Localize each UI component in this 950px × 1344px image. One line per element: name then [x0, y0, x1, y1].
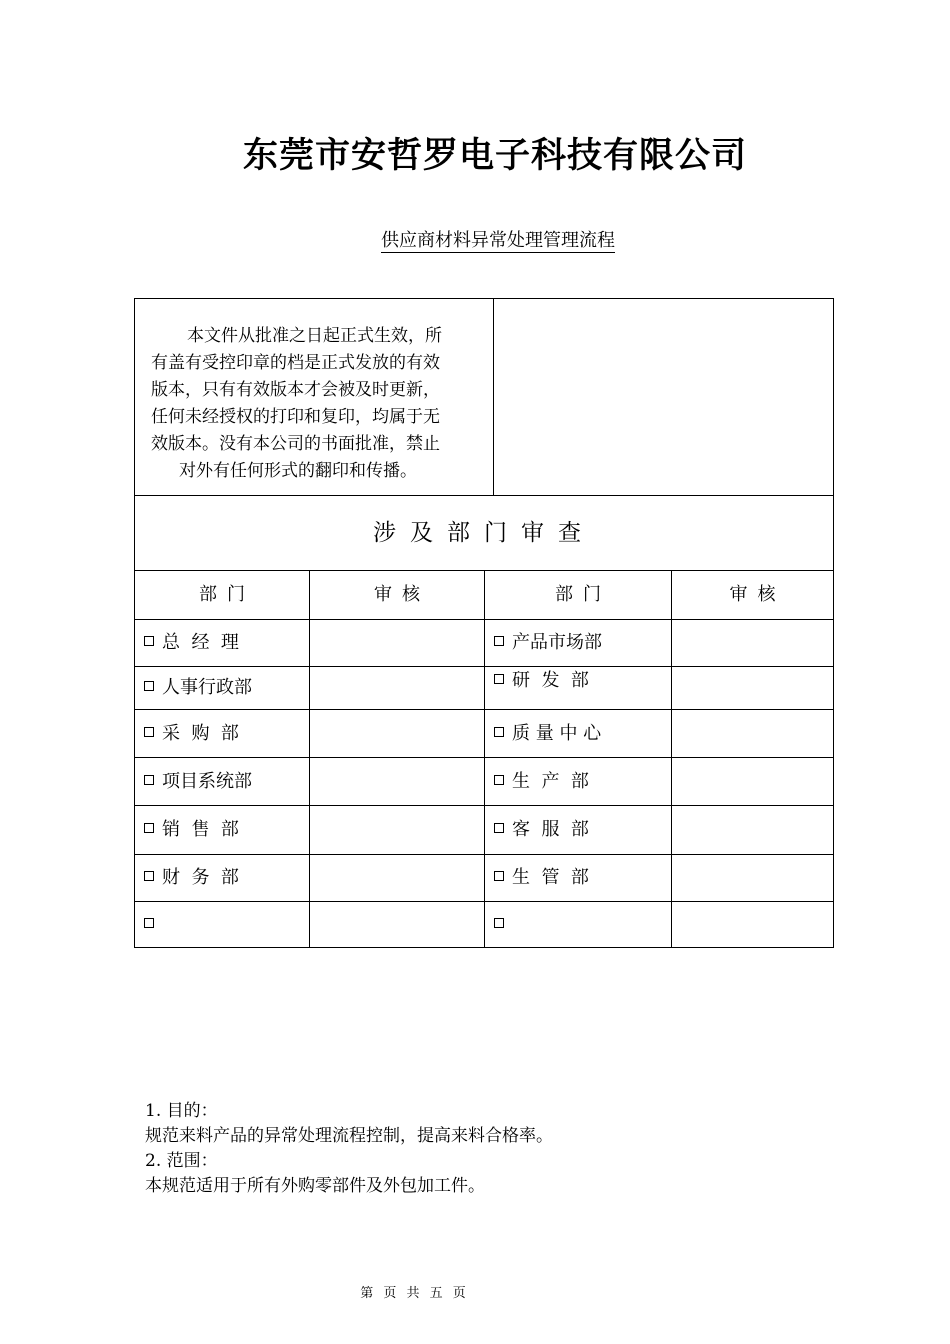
signature-cell[interactable]: [672, 710, 833, 757]
review-header-row: [135, 571, 833, 619]
department-cell: [485, 620, 672, 666]
section-text: 本规范适用于所有外购零部件及外包加工件。: [145, 1176, 485, 1196]
department-cell: [135, 620, 310, 666]
notice-line: 版本，只有有效版本才会被及时更新，: [151, 380, 440, 400]
section-heading: 1. 目的：: [145, 1101, 218, 1121]
section-heading: 2. 范围：: [145, 1151, 218, 1171]
department-cell: [135, 855, 310, 901]
department-label: 生 产 部: [512, 771, 589, 792]
notice-line: 效版本。没有本公司的书面批准，禁止: [151, 434, 440, 454]
notice-line: 有盖有受控印章的档是正式发放的有效: [151, 353, 440, 373]
checkbox[interactable]: [144, 823, 154, 833]
department-cell: [485, 758, 672, 805]
signature-cell[interactable]: [310, 758, 485, 805]
notice-row: [135, 299, 833, 496]
notice-text: [151, 323, 479, 485]
department-cell: [485, 667, 672, 709]
department-label: 客 服 部: [512, 819, 589, 840]
department-label: 研 发 部: [512, 670, 589, 691]
department-label: 质 量 中 心: [512, 723, 602, 744]
department-cell: [135, 710, 310, 757]
checkbox[interactable]: [494, 636, 504, 646]
department-label: 人事行政部: [162, 677, 252, 698]
department-label: 产品市场部: [512, 632, 602, 653]
notice-cell: [135, 299, 494, 495]
table-row: [135, 710, 833, 757]
notice-line: 对外有任何形式的翻印和传播。: [179, 461, 417, 481]
department-label: 财 务 部: [162, 867, 239, 888]
checkbox[interactable]: [494, 674, 504, 684]
page-footer: 第 页 共 五 页: [360, 1286, 466, 1301]
checkbox[interactable]: [494, 727, 504, 737]
table-row: [135, 855, 833, 901]
notice-line: 本文件从批准之日起正式生效，所: [187, 326, 442, 346]
document-title-text: 供应商材料异常处理管理流程: [381, 230, 615, 251]
signature-cell[interactable]: [310, 620, 485, 666]
document-title: [0, 226, 950, 252]
signature-cell[interactable]: [672, 855, 833, 901]
company-name: 东莞市安哲罗电子科技有限公司: [242, 136, 747, 176]
department-cell: [485, 710, 672, 757]
department-cell: [485, 806, 672, 854]
checkbox[interactable]: [494, 823, 504, 833]
checkbox[interactable]: [144, 636, 154, 646]
department-cell: [485, 855, 672, 901]
department-label: 销 售 部: [162, 819, 239, 840]
table-row: [135, 667, 833, 709]
table-row: [135, 758, 833, 805]
checkbox[interactable]: [494, 918, 504, 928]
signature-cell[interactable]: [672, 758, 833, 805]
signature-cell[interactable]: [310, 855, 485, 901]
checkbox[interactable]: [144, 871, 154, 881]
signature-cell[interactable]: [672, 806, 833, 854]
header-department: 部门: [135, 571, 310, 619]
department-cell: [135, 902, 310, 948]
department-cell: [485, 902, 672, 948]
signature-cell[interactable]: [672, 620, 833, 666]
department-label: 项目系统部: [162, 771, 252, 792]
department-label: 总 经 理: [162, 632, 239, 653]
checkbox[interactable]: [494, 871, 504, 881]
department-label: 采 购 部: [162, 723, 239, 744]
department-cell: [135, 758, 310, 805]
department-cell: [135, 667, 310, 709]
checkbox[interactable]: [144, 918, 154, 928]
header-department: 部门: [485, 571, 672, 619]
signature-cell[interactable]: [310, 806, 485, 854]
department-label: 生 管 部: [512, 867, 589, 888]
checkbox[interactable]: [144, 727, 154, 737]
signature-cell[interactable]: [310, 667, 485, 709]
table-row: [135, 620, 833, 666]
notice-line: 任何未经授权的打印和复印，均属于无: [151, 407, 440, 427]
table-row: [135, 806, 833, 854]
section-text: 规范来料产品的异常处理流程控制，提高来料合格率。: [145, 1126, 553, 1146]
checkbox[interactable]: [144, 681, 154, 691]
document-body: [145, 1099, 845, 1199]
signature-cell[interactable]: [310, 902, 485, 948]
header-review: 审核: [729, 584, 786, 605]
table-row: [135, 902, 833, 948]
signature-cell[interactable]: [672, 902, 833, 948]
approval-table: [134, 298, 834, 948]
signature-cell[interactable]: [672, 667, 833, 709]
header-review: 审核: [310, 571, 485, 619]
signature-cell[interactable]: [310, 710, 485, 757]
checkbox[interactable]: [144, 775, 154, 785]
checkbox[interactable]: [494, 775, 504, 785]
review-section-title: 涉及部门审查: [135, 496, 833, 571]
department-cell: [135, 806, 310, 854]
